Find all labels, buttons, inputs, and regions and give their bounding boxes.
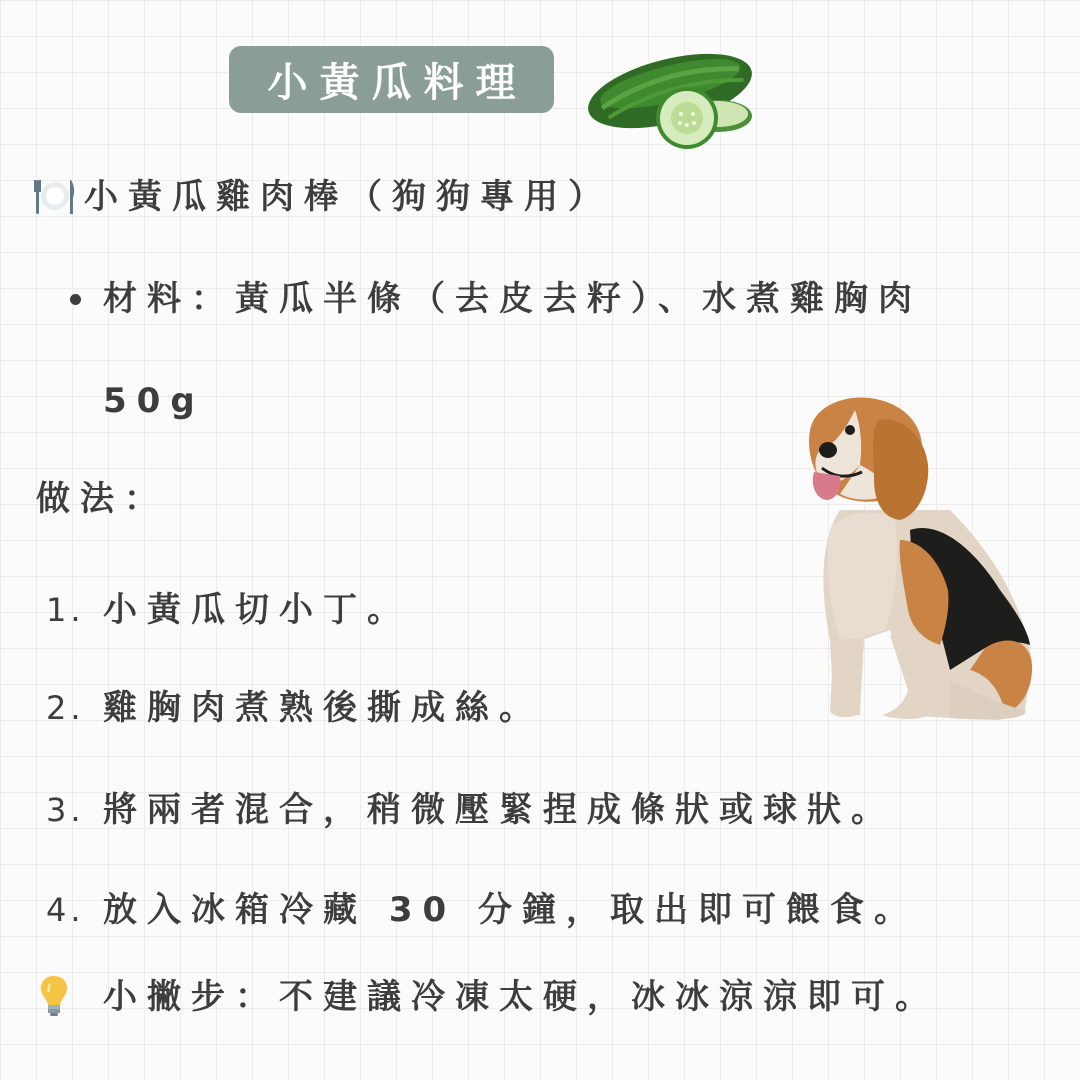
tip-text: 小撇步：不建議冷凍太硬，冰冰涼涼即可。 [103,977,939,1017]
step-item [46,882,918,931]
step-number: 3. [46,791,85,829]
step-number: 2. [46,689,85,727]
method-label: 做法： [36,479,168,519]
ingredients-line-2: 50g [103,381,205,421]
ingredients-line-1: 材料：黃瓜半條（去皮去籽）、水煮雞胸肉 [103,279,922,319]
beagle-illustration [800,390,1040,730]
step-item [46,680,543,729]
cucumber-illustration [580,36,760,154]
step-number: 1. [46,591,85,629]
step-number: 4. [46,891,85,929]
page-title: 小黃瓜料理 [267,60,528,106]
step-text: 雞胸肉煮熟後撕成絲。 [103,688,543,728]
step-text: 小黃瓜切小丁。 [103,590,411,630]
step-item [46,782,895,831]
title-badge [229,46,554,113]
lightbulb-icon [38,974,70,1018]
step-text: 放入冰箱冷藏 30 分鐘，取出即可餵食。 [103,890,918,930]
step-item [46,582,411,631]
step-text: 將兩者混合，稍微壓緊捏成條狀或球狀。 [103,790,895,830]
plate-cutlery-icon [34,176,76,216]
bullet-dot [70,294,81,305]
recipe-title: 小黃瓜雞肉棒（狗狗專用） [84,177,612,217]
